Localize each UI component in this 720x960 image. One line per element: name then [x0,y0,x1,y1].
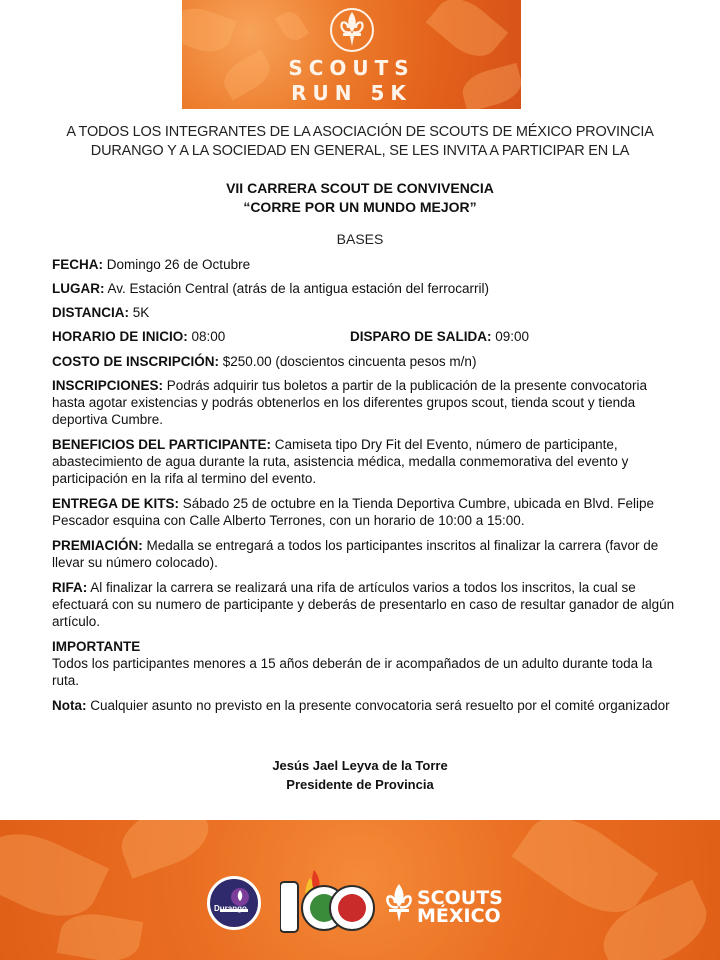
fleur-de-lis-icon [330,6,374,56]
disparo-row [350,328,650,345]
distancia-row [52,304,682,321]
bases-heading: BASES [336,231,384,247]
importante-value: Todos los participantes menores a 15 años deberán de ir acompañados de un adulto durante toda la ruta. [52,656,653,688]
header-banner [182,0,521,109]
costo-value: $250.00 (doscientos cincuenta pesos m/n) [219,354,477,369]
leaf-decoration [182,1,237,59]
nota-value: Cualquier asunto no previsto en la presente convocatoria será resuelto por el comité organizador [86,698,670,713]
scouts-mexico-line2: MÉXICO [417,905,501,927]
centenary-emblem-icon [280,860,375,935]
event-title [100,179,620,217]
lugar-row [52,280,682,297]
costo-row [52,353,682,370]
durango-logo-text: Durango [214,904,247,913]
leaf-decoration [275,8,309,45]
importante-label: IMPORTANTE [52,639,141,654]
beneficios-label: BENEFICIOS DEL PARTICIPANTE: [52,437,272,452]
scouts-mexico-wordmark [417,889,503,925]
event-title-line1: VII CARRERA SCOUT DE CONVIVENCIA [226,180,494,196]
premiacion-row [52,537,682,571]
distancia-label: DISTANCIA: [52,305,129,320]
disparo-label: DISPARO DE SALIDA: [350,329,492,344]
footer-banner [0,820,720,960]
signature-role: Presidente de Provincia [286,777,434,792]
beneficios-value: Camiseta tipo Dry Fit del Evento, número de participante, abastecimiento de agua durante la ruta, asistencia médica, medalla conmemorativa del evento y participación en la rifa al termino del evento. [52,437,629,486]
fecha-value: Domingo 26 de Octubre [103,257,251,272]
beneficios-row [52,436,682,487]
nota-row [52,697,682,714]
inscripciones-value: Podrás adquirir tus boletos a partir de la publicación de la presente convocatoria hasta agotar existencias y podrás obtenerlos en los diferentes grupos scout, tienda scout y tienda deportiva Cumbre. [52,378,648,427]
invitation-text: A TODOS LOS INTEGRANTES DE LA ASOCIACIÓN DE SCOUTS DE MÉXICO PROVINCIA DURANGO Y A LA SOCIEDAD EN GENERAL, SE LES INVITA A PARTICIPAR EN LA [66,124,654,159]
durango-emblem-icon [210,879,258,927]
leaf-decoration [57,908,144,960]
fecha-label: FECHA: [52,257,103,272]
nota-label: Nota: [52,698,87,713]
horario-value: 08:00 [187,329,226,344]
entrega-value: Sábado 25 de octubre en la Tienda Deportiva Cumbre, ubicada en Blvd. Felipe Pescador esquina con Calle Alberto Terrones, con un horario de 10:00 a 15:00. [52,496,655,528]
banner-title-line2: RUN 5K [291,81,412,105]
distancia-value: 5K [129,305,150,320]
inscripciones-row [52,377,682,428]
costo-label: COSTO DE INSCRIPCIÓN: [52,354,220,369]
banner-title-line1: SCOUTS [288,56,415,80]
rifa-label: RIFA: [52,580,88,595]
horario-label: HORARIO DE INICIO: [52,329,188,344]
entrega-label: ENTREGA DE KITS: [52,496,180,511]
entrega-row [52,495,682,529]
inscripciones-label: INSCRIPCIONES: [52,378,164,393]
scouts-mexico-line1: SCOUTS [417,887,503,909]
durango-logo [207,876,261,930]
lugar-value: Av. Estación Central (atrás de la antigua estación del ferrocarril) [104,281,489,296]
rifa-value: Al finalizar la carrera se realizará una rifa de artículos varios a todos los inscritos, la cual se efectuará con su numero de participante y deberás de presentarlo en caso de resultar ganador de algún artículo. [52,580,675,629]
horario-row [52,328,342,345]
premiacion-label: PREMIACIÓN: [52,538,143,553]
leaf-decoration [113,820,216,879]
premiacion-value: Medalla se entregará a todos los participantes inscritos al finalizar la carrera (favor de llevar su número colocado). [52,538,659,570]
lugar-label: LUGAR: [52,281,105,296]
scouts-mexico-fleur-icon [382,882,416,926]
fecha-row [52,256,682,273]
disparo-value: 09:00 [491,329,530,344]
importante-row [52,638,682,689]
rifa-row [52,579,682,630]
centenary-logo [280,860,375,935]
event-title-line2: “CORRE POR UN MUNDO MEJOR” [243,199,477,215]
signature-name: Jesús Jael Leyva de la Torre [272,758,448,773]
